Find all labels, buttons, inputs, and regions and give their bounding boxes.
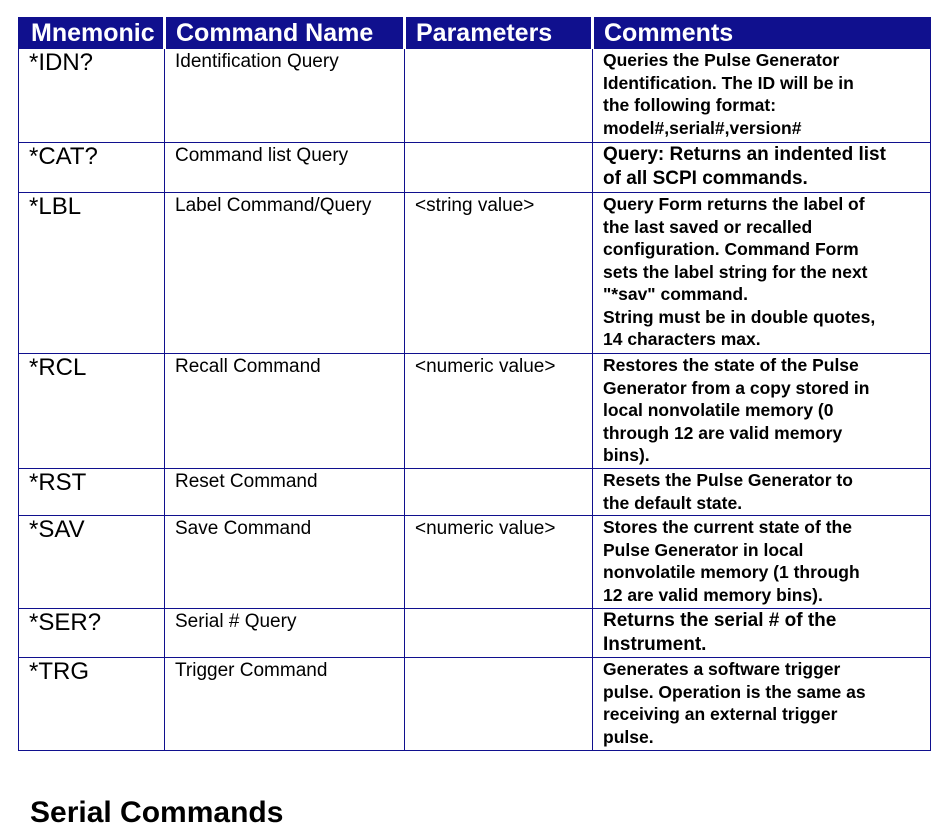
comment-line: Pulse Generator in local	[603, 539, 804, 560]
command-table	[18, 17, 931, 751]
table-row	[19, 469, 931, 516]
cell-mnemonic: *SAV	[19, 516, 165, 609]
comment-line: Stores the current state of the	[603, 517, 852, 537]
header-comments: Comments	[593, 18, 931, 49]
cell-mnemonic: *IDN?	[19, 49, 165, 143]
header-command-name: Command Name	[165, 18, 405, 49]
cell-command-name: Identification Query	[165, 49, 405, 143]
cell-comments	[593, 469, 931, 516]
cell-command-name: Reset Command	[165, 469, 405, 516]
comment-line: pulse. Operation is the same as	[603, 681, 866, 702]
table-header	[19, 18, 931, 49]
comment-line: Returns the serial # of the	[603, 610, 837, 631]
cell-parameters: <string value>	[405, 193, 593, 354]
cell-comments	[593, 143, 931, 193]
cell-parameters	[405, 49, 593, 143]
comment-line: Query: Returns an indented list	[603, 144, 886, 165]
cell-command-name: Serial # Query	[165, 609, 405, 658]
comment-line: local nonvolatile memory (0	[603, 400, 834, 420]
comment-line: model#,serial#,version#	[603, 117, 802, 138]
cell-command-name: Command list Query	[165, 143, 405, 193]
comment-line: configuration. Command Form	[603, 239, 859, 259]
cell-comments	[593, 658, 931, 751]
comment-line: pulse.	[603, 726, 654, 747]
cell-mnemonic: *TRG	[19, 658, 165, 751]
cell-mnemonic: *RST	[19, 469, 165, 516]
cell-comments	[593, 609, 931, 658]
table-row	[19, 354, 931, 469]
comment-line: of all SCPI commands.	[603, 167, 808, 189]
cell-parameters	[405, 469, 593, 516]
table-body	[19, 49, 931, 751]
comment-line: sets the label string for the next	[603, 261, 868, 282]
cell-parameters	[405, 143, 593, 193]
comment-line: 14 characters max.	[603, 329, 761, 349]
cell-mnemonic: *CAT?	[19, 143, 165, 193]
table-row	[19, 658, 931, 751]
cell-comments	[593, 193, 931, 354]
comment-line: Queries the Pulse Generator	[603, 50, 840, 70]
comment-line: Query Form returns the label of	[603, 194, 865, 214]
cell-parameters: <numeric value>	[405, 354, 593, 469]
comment-line: the last saved or recalled	[603, 216, 813, 237]
cell-comments	[593, 516, 931, 609]
table-row	[19, 143, 931, 193]
header-mnemonic: Mnemonic	[19, 18, 165, 49]
comment-line: "*sav" command.	[603, 284, 748, 304]
comment-line: the following format:	[603, 95, 777, 115]
cell-parameters	[405, 609, 593, 658]
comment-line: Identification. The ID will be in	[603, 72, 854, 93]
cell-parameters	[405, 658, 593, 751]
cell-mnemonic: *SER?	[19, 609, 165, 658]
comment-line: 12 are valid memory bins).	[603, 584, 823, 605]
cell-mnemonic: *LBL	[19, 193, 165, 354]
comment-line: String must be in double quotes,	[603, 306, 876, 327]
table-row	[19, 609, 931, 658]
comment-line: Generator from a copy stored in	[603, 377, 870, 398]
cell-comments	[593, 49, 931, 143]
table-row	[19, 49, 931, 143]
next-section-heading: Serial Commands	[30, 796, 284, 829]
cell-mnemonic: *RCL	[19, 354, 165, 469]
cell-parameters: <numeric value>	[405, 516, 593, 609]
header-row	[19, 18, 931, 49]
comment-line: Instrument.	[603, 633, 707, 655]
table-row	[19, 516, 931, 609]
comment-line: bins).	[603, 445, 650, 465]
header-parameters: Parameters	[405, 18, 593, 49]
comment-line: Restores the state of the Pulse	[603, 355, 859, 375]
comment-line: through 12 are valid memory	[603, 422, 843, 443]
comment-line: Generates a software trigger	[603, 659, 841, 679]
comment-line: the default state.	[603, 492, 743, 513]
table-row	[19, 193, 931, 354]
comment-line: Resets the Pulse Generator to	[603, 470, 853, 490]
cell-comments	[593, 354, 931, 469]
comment-line: receiving an external trigger	[603, 704, 838, 724]
cell-command-name: Recall Command	[165, 354, 405, 469]
cell-command-name: Trigger Command	[165, 658, 405, 751]
comment-line: nonvolatile memory (1 through	[603, 562, 860, 582]
cell-command-name: Save Command	[165, 516, 405, 609]
cell-command-name: Label Command/Query	[165, 193, 405, 354]
